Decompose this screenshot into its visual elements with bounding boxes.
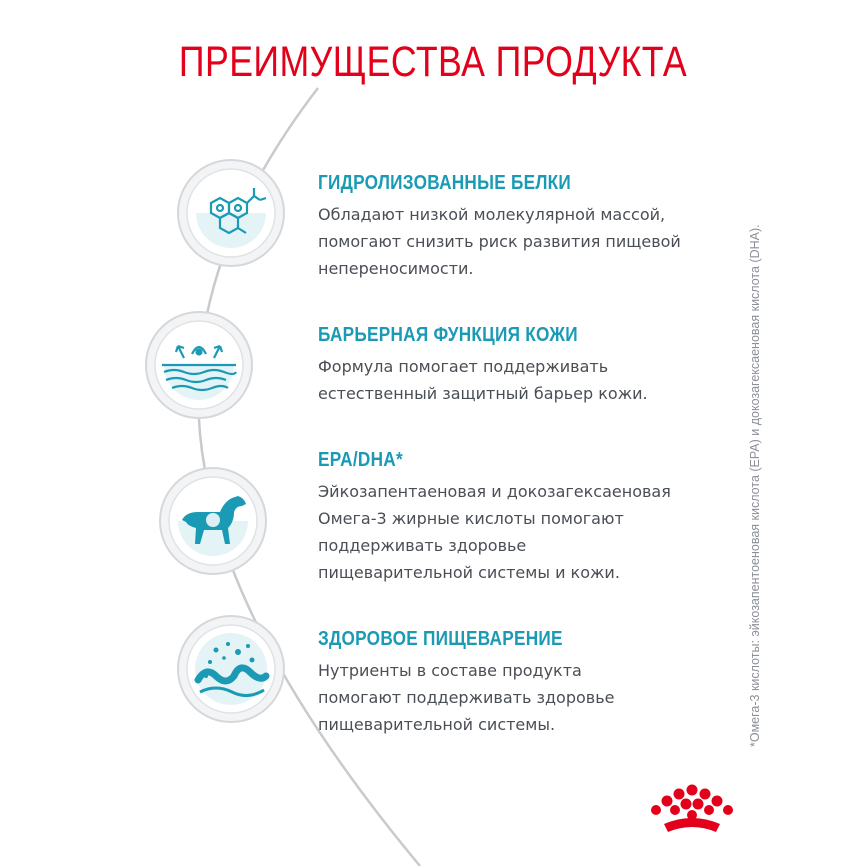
- footnote-text: *Омега-3 кислоты: эйкозапентоеновая кислота (EPA) и докозагексаеновая кислота (DHA).: [748, 224, 762, 747]
- benefit-line: Обладают низкой молекулярной массой,: [318, 205, 666, 224]
- benefit-description: [318, 657, 748, 738]
- benefit-line: помогают поддерживать здоровье: [318, 688, 615, 707]
- benefit-item: [318, 172, 748, 282]
- benefit-line: поддерживать здоровье: [318, 536, 527, 555]
- benefit-description: [318, 353, 748, 407]
- benefit-heading: ГИДРОЛИЗОВАННЫЕ БЕЛКИ: [318, 172, 572, 194]
- benefit-line: непереносимости.: [318, 259, 474, 278]
- benefit-line: естественный защитный барьер кожи.: [318, 384, 648, 403]
- benefit-line: пищеварительной системы и кожи.: [318, 563, 620, 582]
- benefit-line: помогают снизить риск развития пищевой: [318, 232, 681, 251]
- benefit-line: пищеварительной системы.: [318, 715, 556, 734]
- benefit-line: Эйкозапентаеновая и докозагексаеновая: [318, 482, 671, 501]
- molecule-icon: [176, 158, 286, 268]
- benefit-item: [318, 324, 748, 407]
- benefit-description: [318, 201, 748, 282]
- benefit-line: Нутриенты в составе продукта: [318, 661, 582, 680]
- royal-crown-logo: [646, 784, 738, 840]
- benefit-heading: БАРЬЕРНАЯ ФУНКЦИЯ КОЖИ: [318, 324, 578, 346]
- benefit-item: [318, 628, 748, 738]
- skin-barrier-icon: [144, 310, 254, 420]
- benefit-heading: EPA/DHA*: [318, 449, 403, 471]
- page-title: ПРЕИМУЩЕСТВА ПРОДУКТА: [178, 38, 688, 86]
- benefit-description: [318, 478, 748, 586]
- dog-icon: [158, 466, 268, 576]
- footnote: [738, 157, 762, 747]
- benefit-heading: ЗДОРОВОЕ ПИЩЕВАРЕНИЕ: [318, 628, 563, 650]
- benefit-line: Омега-3 жирные кислоты помогают: [318, 509, 624, 528]
- benefit-item: [318, 449, 748, 586]
- intestine-icon: [176, 614, 286, 724]
- benefit-line: Формула помогает поддерживать: [318, 357, 609, 376]
